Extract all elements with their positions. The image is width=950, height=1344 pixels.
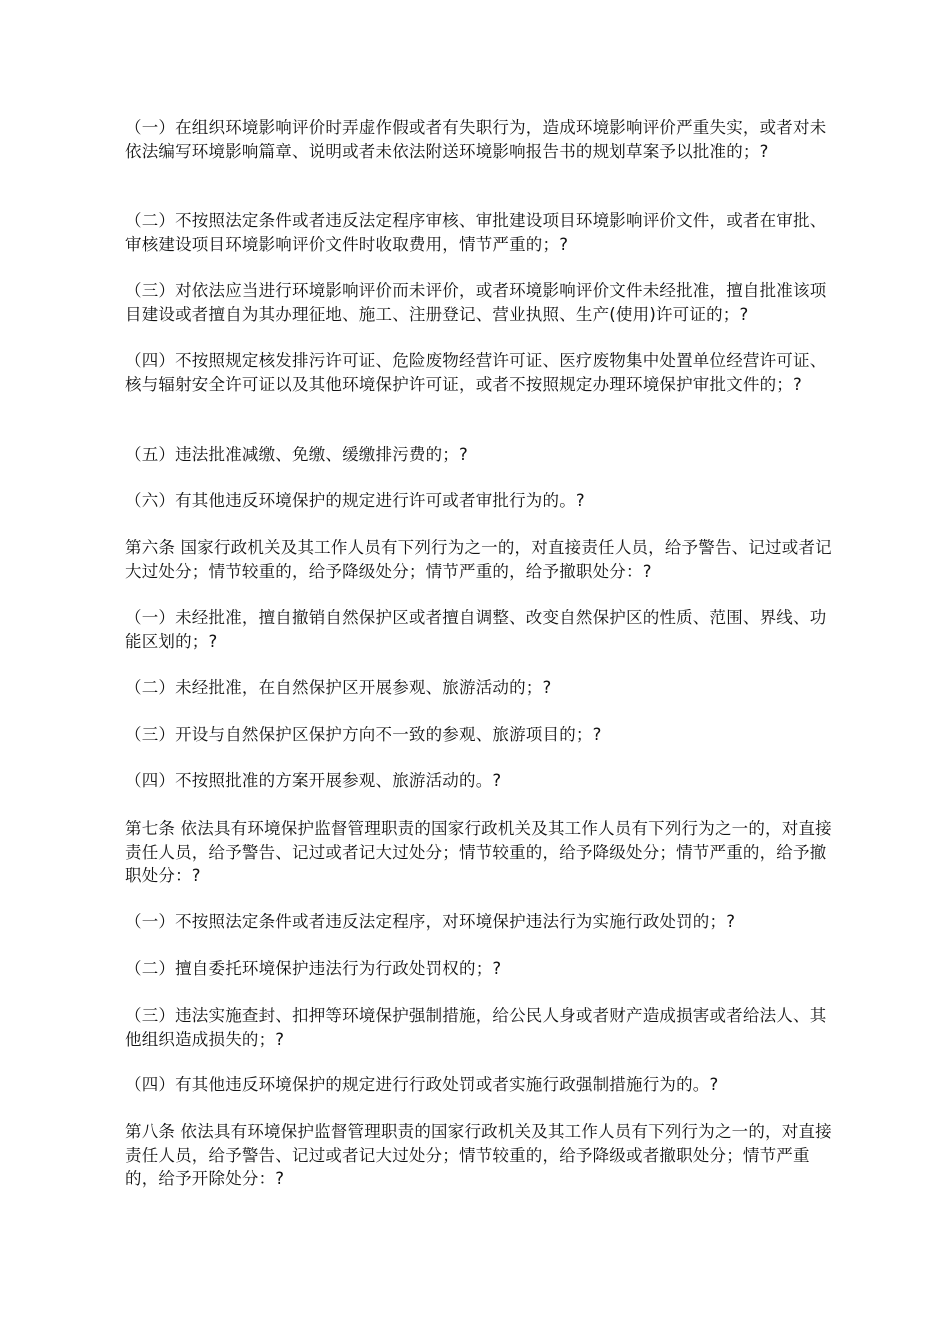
- paragraph-10: （四）不按照批准的方案开展参观、旅游活动的。?: [125, 771, 502, 790]
- paragraph-1: （一）在组织环境影响评价时弄虚作假或者有失职行为，造成环境影响评价严重失实，或者对未依法编写环境影响篇章、说明或者未依法附送环境影响报告书的规划草案予以批准的；?: [125, 118, 827, 161]
- article-6: 第六条 国家行政机关及其工作人员有下列行为之一的，对直接责任人员，给予警告、记过或者记大过处分；情节较重的，给予降级处分；情节严重的，给予撤职处分：?: [125, 538, 832, 581]
- article-7: 第七条 依法具有环境保护监督管理职责的国家行政机关及其工作人员有下列行为之一的，对直接责任人员，给予警告、记过或者记大过处分；情节较重的，给予降级处分；情节严重的，给予撤职处分：?: [125, 819, 832, 885]
- article-8: 第八条 依法具有环境保护监督管理职责的国家行政机关及其工作人员有下列行为之一的，对直接责任人员，给予警告、记过或者记大过处分；情节较重的，给予降级或者撤职处分；情节严重的，给予开除处分：?: [125, 1122, 832, 1188]
- paragraph-14: （四）有其他违反环境保护的规定进行行政处罚或者实施行政强制措施行为的。?: [125, 1075, 719, 1094]
- paragraph-13: （三）违法实施查封、扣押等环境保护强制措施，给公民人身或者财产造成损害或者给法人、其他组织造成损失的；?: [125, 1006, 827, 1049]
- paragraph-11: （一）不按照法定条件或者违反法定程序，对环境保护违法行为实施行政处罚的；?: [125, 912, 736, 931]
- paragraph-4: （四）不按照规定核发排污许可证、危险废物经营许可证、医疗废物集中处置单位经营许可证、核与辐射安全许可证以及其他环境保护许可证，或者不按照规定办理环境保护审批文件的；?: [125, 351, 827, 394]
- paragraph-12: （二）擅自委托环境保护违法行为行政处罚权的；?: [125, 959, 502, 978]
- paragraph-6: （六）有其他违反环境保护的规定进行许可或者审批行为的。?: [125, 491, 585, 510]
- paragraph-5: （五）违法批准减缴、免缴、缓缴排污费的；?: [125, 445, 468, 464]
- paragraph-3: （三）对依法应当进行环境影响评价而未评价，或者环境影响评价文件未经批准，擅自批准该项目建设或者擅自为其办理征地、施工、注册登记、营业执照、生产(使用)许可证的；?: [125, 281, 827, 324]
- paragraph-8: （二）未经批准，在自然保护区开展参观、旅游活动的；?: [125, 678, 552, 697]
- paragraph-9: （三）开设与自然保护区保护方向不一致的参观、旅游项目的；?: [125, 725, 602, 744]
- paragraph-2: （二）不按照法定条件或者违反法定程序审核、审批建设项目环境影响评价文件，或者在审批、审核建设项目环境影响评价文件时收取费用，情节严重的；?: [125, 211, 827, 254]
- paragraph-7: （一）未经批准，擅自撤销自然保护区或者擅自调整、改变自然保护区的性质、范围、界线、功能区划的；?: [125, 608, 827, 651]
